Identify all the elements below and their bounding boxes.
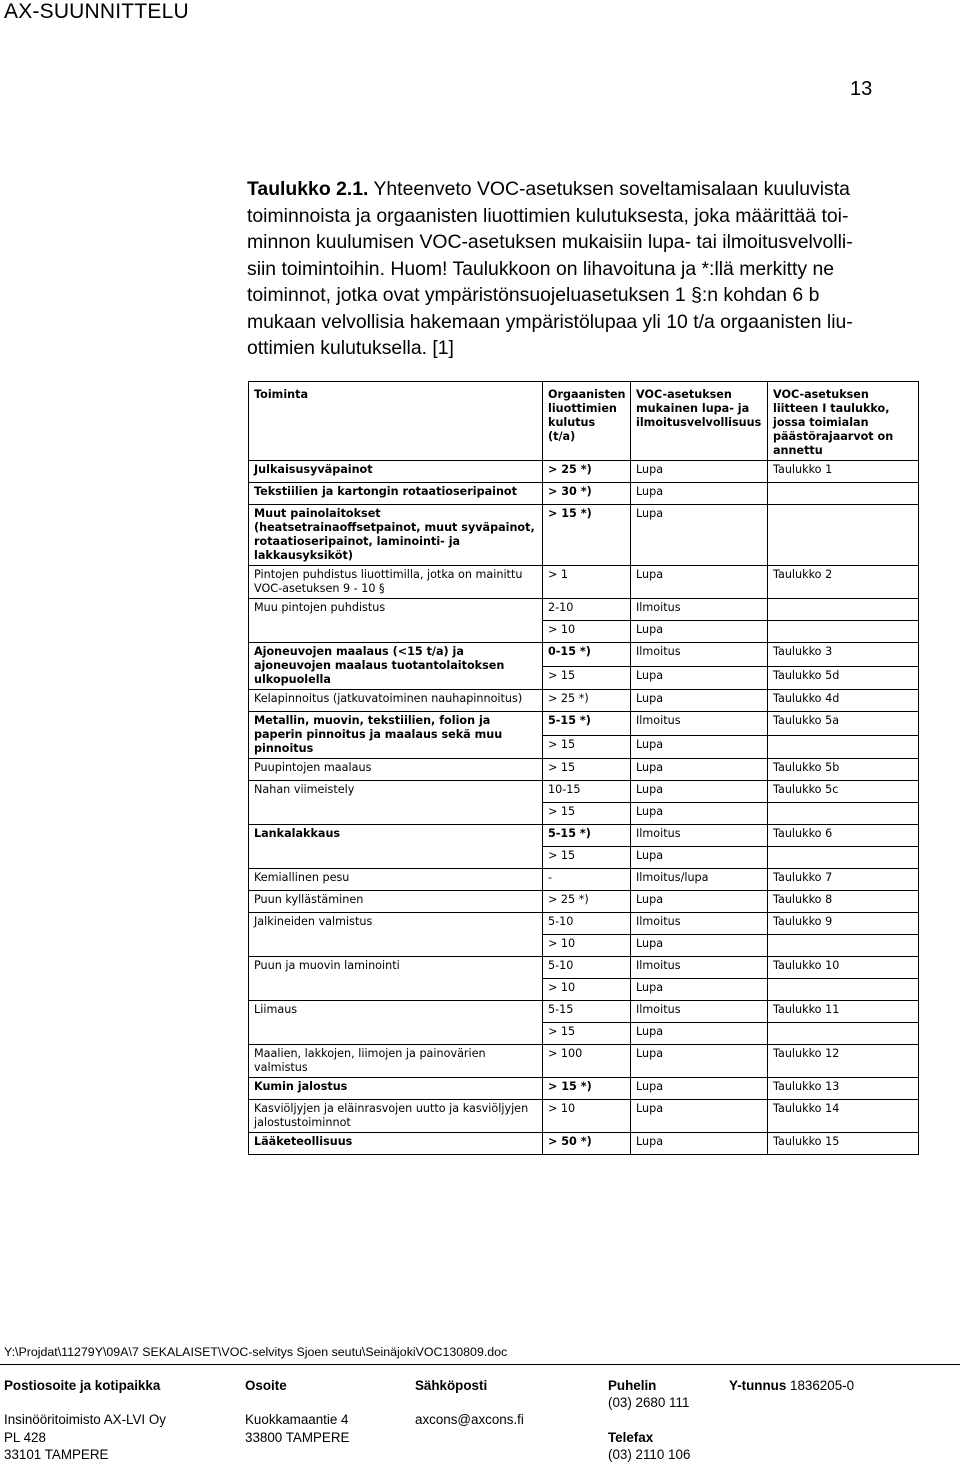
activity-cell: Metallin, muovin, tekstiilien, folion ja paperin pinnoitus ja maalaus sekä muu pinnoitus: [249, 712, 543, 759]
emission-table-cell: Taulukko 7: [768, 869, 919, 891]
emission-table-cell: Taulukko 3: [768, 643, 919, 667]
table-row: [249, 825, 919, 847]
emission-table-cell: Taulukko 5d: [768, 666, 919, 690]
emission-table-cell: [768, 483, 919, 505]
activity-cell: Muut painolaitokset (heatsetrainaoffsetpainot, muut syväpainot, rotaatioseripainot, laminointi- ja lakkausyksiköt): [249, 505, 543, 566]
fax-number: (03) 2110 106: [608, 1447, 691, 1462]
po-box: PL 428: [4, 1430, 46, 1445]
solvent-use-cell: > 15 *): [543, 1078, 631, 1100]
emission-table-cell: Taulukko 5a: [768, 712, 919, 736]
fax-heading: Telefax: [608, 1430, 654, 1445]
emission-table-cell: Taulukko 13: [768, 1078, 919, 1100]
ytunnus: [729, 1378, 854, 1393]
table-row: [249, 1078, 919, 1100]
solvent-use-cell: > 25 *): [543, 690, 631, 712]
activity-cell: Puupintojen maalaus: [249, 759, 543, 781]
solvent-use-cell: > 15: [543, 666, 631, 690]
permit-duty-cell: Ilmoitus: [631, 643, 768, 667]
postal-heading: Postiosoite ja kotipaikka: [4, 1378, 161, 1393]
permit-duty-cell: Lupa: [631, 979, 768, 1001]
solvent-use-cell: > 100: [543, 1045, 631, 1078]
emission-table-cell: [768, 979, 919, 1001]
solvent-use-cell: 5-10: [543, 957, 631, 979]
activity-cell: Kemiallinen pesu: [249, 869, 543, 891]
header-activity: Toiminta: [249, 382, 543, 461]
caption-line: toiminnoista ja orgaanisten liuottimien kulutuksesta, joka määrittää toi-: [247, 204, 849, 227]
solvent-use-cell: 5-10: [543, 913, 631, 935]
solvent-use-cell: 5-15 *): [543, 825, 631, 847]
permit-duty-cell: Lupa: [631, 891, 768, 913]
solvent-use-cell: > 1: [543, 566, 631, 599]
emission-table-cell: Taulukko 6: [768, 825, 919, 847]
caption-line: siin toimintoihin. Huom! Taulukkoon on lihavoituna ja *:llä merkitty ne: [247, 257, 835, 280]
activity-cell: Pintojen puhdistus liuottimilla, jotka on mainittu VOC-asetuksen 9 - 10 §: [249, 566, 543, 599]
phone-number: (03) 2680 111: [608, 1395, 690, 1410]
table-row: [249, 461, 919, 483]
company-name-header: AX-SUUNNITTELU: [4, 0, 189, 23]
table-row: [249, 759, 919, 781]
solvent-use-cell: > 25 *): [543, 461, 631, 483]
table-row: [249, 505, 919, 566]
table-row: [249, 1100, 919, 1133]
ytunnus-value: 1836205-0: [790, 1378, 855, 1393]
solvent-use-cell: > 50 *): [543, 1133, 631, 1155]
table-row: [249, 643, 919, 667]
activity-cell: Maalien, lakkojen, liimojen ja painovärien valmistus: [249, 1045, 543, 1078]
solvent-use-cell: 2-10: [543, 599, 631, 621]
activity-cell: Jalkineiden valmistus: [249, 913, 543, 957]
caption-line: ottimien kulutuksella. [1]: [247, 337, 454, 359]
permit-duty-cell: Ilmoitus: [631, 1001, 768, 1023]
caption-line-1: [247, 176, 927, 203]
emission-table-cell: Taulukko 5c: [768, 781, 919, 803]
emission-table-cell: [768, 935, 919, 957]
solvent-use-cell: > 15: [543, 847, 631, 869]
page-number: 13: [850, 78, 873, 100]
footer-divider: [0, 1364, 960, 1365]
solvent-use-cell: > 10: [543, 621, 631, 643]
solvent-use-cell: -: [543, 869, 631, 891]
solvent-use-cell: > 15: [543, 1023, 631, 1045]
solvent-use-cell: 0-15 *): [543, 643, 631, 667]
ytunnus-heading: Y-tunnus: [729, 1378, 787, 1393]
table-row: [249, 913, 919, 935]
activity-cell: Puun kyllästäminen: [249, 891, 543, 913]
caption-lead: Taulukko 2.1.: [247, 178, 369, 200]
emission-table-cell: [768, 803, 919, 825]
caption-first-line-rest: Yhteenveto VOC-asetuksen soveltamisalaan kuuluvista: [368, 178, 850, 200]
activity-cell: Nahan viimeistely: [249, 781, 543, 825]
header-solvent-use: Orgaanisten liuottimien kulutus (t/a): [543, 382, 631, 461]
emission-table-cell: Taulukko 15: [768, 1133, 919, 1155]
caption-line: minnon kuulumisen VOC-asetuksen mukaisiin lupa- tai ilmoitusvelvolli-: [247, 231, 853, 253]
activity-cell: Liimaus: [249, 1001, 543, 1045]
permit-duty-cell: Lupa: [631, 461, 768, 483]
table-header-row: [249, 382, 919, 461]
table-row: [249, 566, 919, 599]
solvent-use-cell: 5-15: [543, 1001, 631, 1023]
solvent-use-cell: > 10: [543, 935, 631, 957]
activity-cell: Kumin jalostus: [249, 1078, 543, 1100]
emission-table-cell: [768, 735, 919, 759]
activity-cell: Kelapinnoitus (jatkuvatoiminen nauhapinnoitus): [249, 690, 543, 712]
emission-table-cell: Taulukko 11: [768, 1001, 919, 1023]
permit-duty-cell: Lupa: [631, 483, 768, 505]
caption-line: mukaan velvollisia hakemaan ympäristölupaa yli 10 t/a orgaanisten liu-: [247, 310, 853, 333]
permit-duty-cell: Ilmoitus: [631, 957, 768, 979]
permit-duty-cell: Lupa: [631, 1045, 768, 1078]
emission-table-cell: [768, 505, 919, 566]
permit-duty-cell: Lupa: [631, 1078, 768, 1100]
permit-duty-cell: Lupa: [631, 935, 768, 957]
email-address[interactable]: axcons@axcons.fi: [415, 1412, 524, 1427]
permit-duty-cell: Lupa: [631, 847, 768, 869]
header-permit-duty: VOC-asetuksen mukainen lupa- ja ilmoitusvelvollisuus: [631, 382, 768, 461]
permit-duty-cell: Lupa: [631, 803, 768, 825]
emission-table-cell: [768, 1023, 919, 1045]
emission-table-cell: [768, 847, 919, 869]
solvent-use-cell: > 10: [543, 979, 631, 1001]
emission-table-cell: Taulukko 5b: [768, 759, 919, 781]
emission-table-cell: Taulukko 9: [768, 913, 919, 935]
activity-cell: Ajoneuvojen maalaus (<15 t/a) ja ajoneuvojen maalaus tuotantolaitoksen ulkopuolella: [249, 643, 543, 690]
address-heading: Osoite: [245, 1378, 287, 1393]
activity-cell: Lääketeollisuus: [249, 1133, 543, 1155]
emission-table-cell: Taulukko 4d: [768, 690, 919, 712]
footer-company-name: Insinööritoimisto AX-LVI Oy: [4, 1412, 166, 1427]
permit-duty-cell: Lupa: [631, 666, 768, 690]
solvent-use-cell: 5-15 *): [543, 712, 631, 736]
emission-table-cell: Taulukko 10: [768, 957, 919, 979]
table-row: [249, 712, 919, 736]
emission-table-cell: Taulukko 8: [768, 891, 919, 913]
permit-duty-cell: Lupa: [631, 505, 768, 566]
solvent-use-cell: > 10: [543, 1100, 631, 1133]
permit-duty-cell: Ilmoitus: [631, 712, 768, 736]
emission-table-cell: Taulukko 1: [768, 461, 919, 483]
table-row: [249, 483, 919, 505]
emission-table-cell: Taulukko 12: [768, 1045, 919, 1078]
permit-duty-cell: Lupa: [631, 759, 768, 781]
document-path: Y:\Projdat\11279Y\09A\7 SEKALAISET\VOC-selvitys Sjoen seutu\SeinäjokiVOC130809.doc: [4, 1345, 508, 1359]
emission-table-cell: Taulukko 2: [768, 566, 919, 599]
emission-table-cell: [768, 621, 919, 643]
permit-duty-cell: Lupa: [631, 735, 768, 759]
permit-duty-cell: Lupa: [631, 1133, 768, 1155]
solvent-use-cell: > 15 *): [543, 505, 631, 566]
activity-cell: Kasviöljyjen ja eläinrasvojen uutto ja kasviöljyjen jalostustoiminnot: [249, 1100, 543, 1133]
activity-cell: Muu pintojen puhdistus: [249, 599, 543, 643]
permit-duty-cell: Ilmoitus: [631, 599, 768, 621]
solvent-use-cell: > 25 *): [543, 891, 631, 913]
phone-heading: Puhelin: [608, 1378, 657, 1393]
activity-cell: Tekstiilien ja kartongin rotaatioseripainot: [249, 483, 543, 505]
postcode: 33101 TAMPERE: [4, 1447, 109, 1462]
table-row: [249, 690, 919, 712]
header-emission-table: VOC-asetuksen liitteen I taulukko, jossa toimialan päästörajaarvot on annettu: [768, 382, 919, 461]
table-body: [249, 461, 919, 1155]
table-row: [249, 599, 919, 621]
permit-duty-cell: Lupa: [631, 621, 768, 643]
activity-cell: Lankalakkaus: [249, 825, 543, 869]
permit-duty-cell: Lupa: [631, 781, 768, 803]
table-row: [249, 869, 919, 891]
solvent-use-cell: > 15: [543, 759, 631, 781]
permit-duty-cell: Ilmoitus: [631, 825, 768, 847]
email-heading: Sähköposti: [415, 1378, 488, 1393]
table-row: [249, 781, 919, 803]
emission-table-cell: Taulukko 14: [768, 1100, 919, 1133]
street-address: Kuokkamaantie 4: [245, 1412, 349, 1427]
solvent-use-cell: > 30 *): [543, 483, 631, 505]
solvent-use-cell: > 15: [543, 803, 631, 825]
street-postcode: 33800 TAMPERE: [245, 1430, 350, 1445]
permit-duty-cell: Lupa: [631, 1100, 768, 1133]
permit-duty-cell: Lupa: [631, 1023, 768, 1045]
activity-cell: Julkaisusyväpainot: [249, 461, 543, 483]
permit-duty-cell: Ilmoitus: [631, 913, 768, 935]
activity-cell: Puun ja muovin laminointi: [249, 957, 543, 1001]
permit-duty-cell: Lupa: [631, 566, 768, 599]
table-row: [249, 1045, 919, 1078]
solvent-use-cell: > 15: [543, 735, 631, 759]
emission-table-cell: [768, 599, 919, 621]
table-row: [249, 1133, 919, 1155]
caption-line: toiminnot, jotka ovat ympäristönsuojeluasetuksen 1 §:n kohdan 6 b: [247, 284, 820, 306]
table-row: [249, 1001, 919, 1023]
table-row: [249, 957, 919, 979]
permit-duty-cell: Ilmoitus/lupa: [631, 869, 768, 891]
table-caption: [247, 176, 927, 362]
permit-duty-cell: Lupa: [631, 690, 768, 712]
voc-summary-table: [248, 381, 919, 1155]
table-row: [249, 891, 919, 913]
solvent-use-cell: 10-15: [543, 781, 631, 803]
